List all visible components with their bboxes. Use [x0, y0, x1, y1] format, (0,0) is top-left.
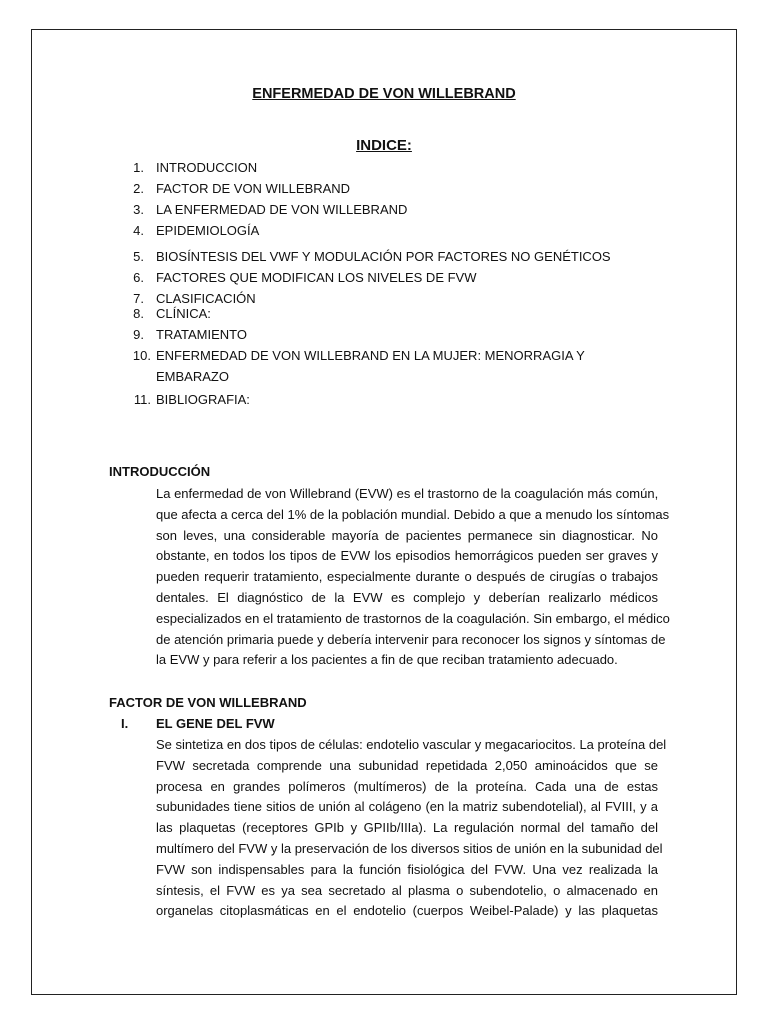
paragraph-line: subunidades tiene sitios de unión al colágeno (en la matriz subendotelial), al FVIII, y a: [156, 799, 658, 815]
paragraph-line: que afecta a cerca del 1% de la población mundial. Debido a que a menudo los síntomas: [156, 506, 670, 522]
toc-number: 11.: [133, 392, 151, 407]
toc-number: 2.: [133, 181, 144, 196]
introduction-paragraph: [156, 484, 670, 671]
paragraph-line: La enfermedad de von Willebrand (EVW) es el trastorno de la coagulación más común,: [156, 486, 659, 501]
paragraph-line: multímero del FVW y la preservación de los diversos sitios de unión en la subunidad del: [156, 840, 663, 856]
toc-number: 4.: [133, 223, 144, 238]
toc-number: 5.: [133, 249, 144, 264]
toc-text: INTRODUCCION: [156, 160, 258, 175]
toc-number: 6.: [133, 270, 144, 285]
paragraph-line: FVW secretada comprende una subunidad repetidada 2,050 aminoácidos que se: [156, 757, 658, 773]
paragraph-line: pueden requerir tratamiento, especialmente durante o después de cirugías o trabajos: [156, 569, 658, 585]
toc-number: 3.: [133, 202, 144, 217]
paragraph-line: dentales. El diagnóstico de la EVW es complejo y deberían realizarlo médicos: [156, 589, 658, 605]
paragraph-line: de atención primaria puede y debería intervenir para reconocer los signos y síntomas de: [156, 631, 666, 647]
subsection-heading: EL GENE DEL FVW: [156, 716, 275, 731]
paragraph-line: Se sintetiza en dos tipos de células: endotelio vascular y megacariocitos. La proteína del: [156, 737, 667, 752]
paragraph-line: procesa en grandes polímeros (multímeros) de la proteína. Cada una de estas: [156, 778, 658, 794]
section-heading-introduccion: INTRODUCCIÓN: [109, 464, 211, 479]
toc-text: BIOSÍNTESIS DEL VWF Y MODULACIÓN POR FACTORES NO GENÉTICOS: [156, 249, 611, 264]
paragraph-line: las plaquetas (receptores GPIb y GPIIb/IIIa). La regulación normal del tamaño del: [156, 820, 658, 836]
toc-text-continuation: EMBARAZO: [156, 369, 229, 384]
toc-text: ENFERMEDAD DE VON WILLEBRAND EN LA MUJER: MENORRAGIA Y: [156, 348, 585, 363]
toc-text: BIBLIOGRAFIA:: [156, 392, 250, 407]
toc-number: 1.: [133, 160, 144, 175]
toc-text: CLASIFICACIÓN: [156, 291, 256, 306]
toc-number: 7.: [133, 291, 144, 306]
toc-text: FACTORES QUE MODIFICAN LOS NIVELES DE FVW: [156, 270, 477, 285]
paragraph-line: organelas citoplasmáticas en el endotelio (cuerpos Weibel-Palade) y las plaquetas: [156, 903, 658, 919]
factor-paragraph: [156, 735, 667, 922]
section-heading-factor: FACTOR DE VON WILLEBRAND: [109, 695, 307, 710]
toc-number: 10.: [132, 348, 151, 363]
paragraph-line: especializados en el tratamiento de trastornos de la coagulación. Sin embargo, el médico: [156, 610, 670, 626]
toc-text: LA ENFERMEDAD DE VON WILLEBRAND: [156, 202, 408, 217]
toc-text: CLÍNICA:: [156, 306, 211, 321]
paragraph-line: son leves, una considerable mayoría de pacientes permanece sin diagnosticar. No: [156, 527, 658, 543]
toc-text: FACTOR DE VON WILLEBRAND: [156, 181, 351, 196]
toc-text: TRATAMIENTO: [156, 327, 247, 342]
document-title: ENFERMEDAD DE VON WILLEBRAND: [252, 86, 516, 102]
paragraph-line: FVW son indispensables para la función fisiológica del FVW. Una vez realizada la: [156, 861, 658, 877]
toc-text: EPIDEMIOLOGÍA: [156, 223, 260, 238]
paragraph-line: síntesis, el FVW es ya sea secretado al plasma o subendotelio, o almacenado en: [156, 882, 658, 898]
index-heading: INDICE:: [356, 137, 412, 154]
toc-number: 9.: [133, 327, 144, 342]
subsection-number: I.: [121, 716, 129, 731]
toc-number: 8.: [133, 306, 144, 321]
paragraph-line: obstante, en todos los tipos de EVW los episodios hemorrágicos pueden ser graves y: [156, 548, 658, 564]
paragraph-line: la EVW y para referir a los pacientes a fin de que reciban tratamiento adecuado.: [156, 652, 618, 668]
